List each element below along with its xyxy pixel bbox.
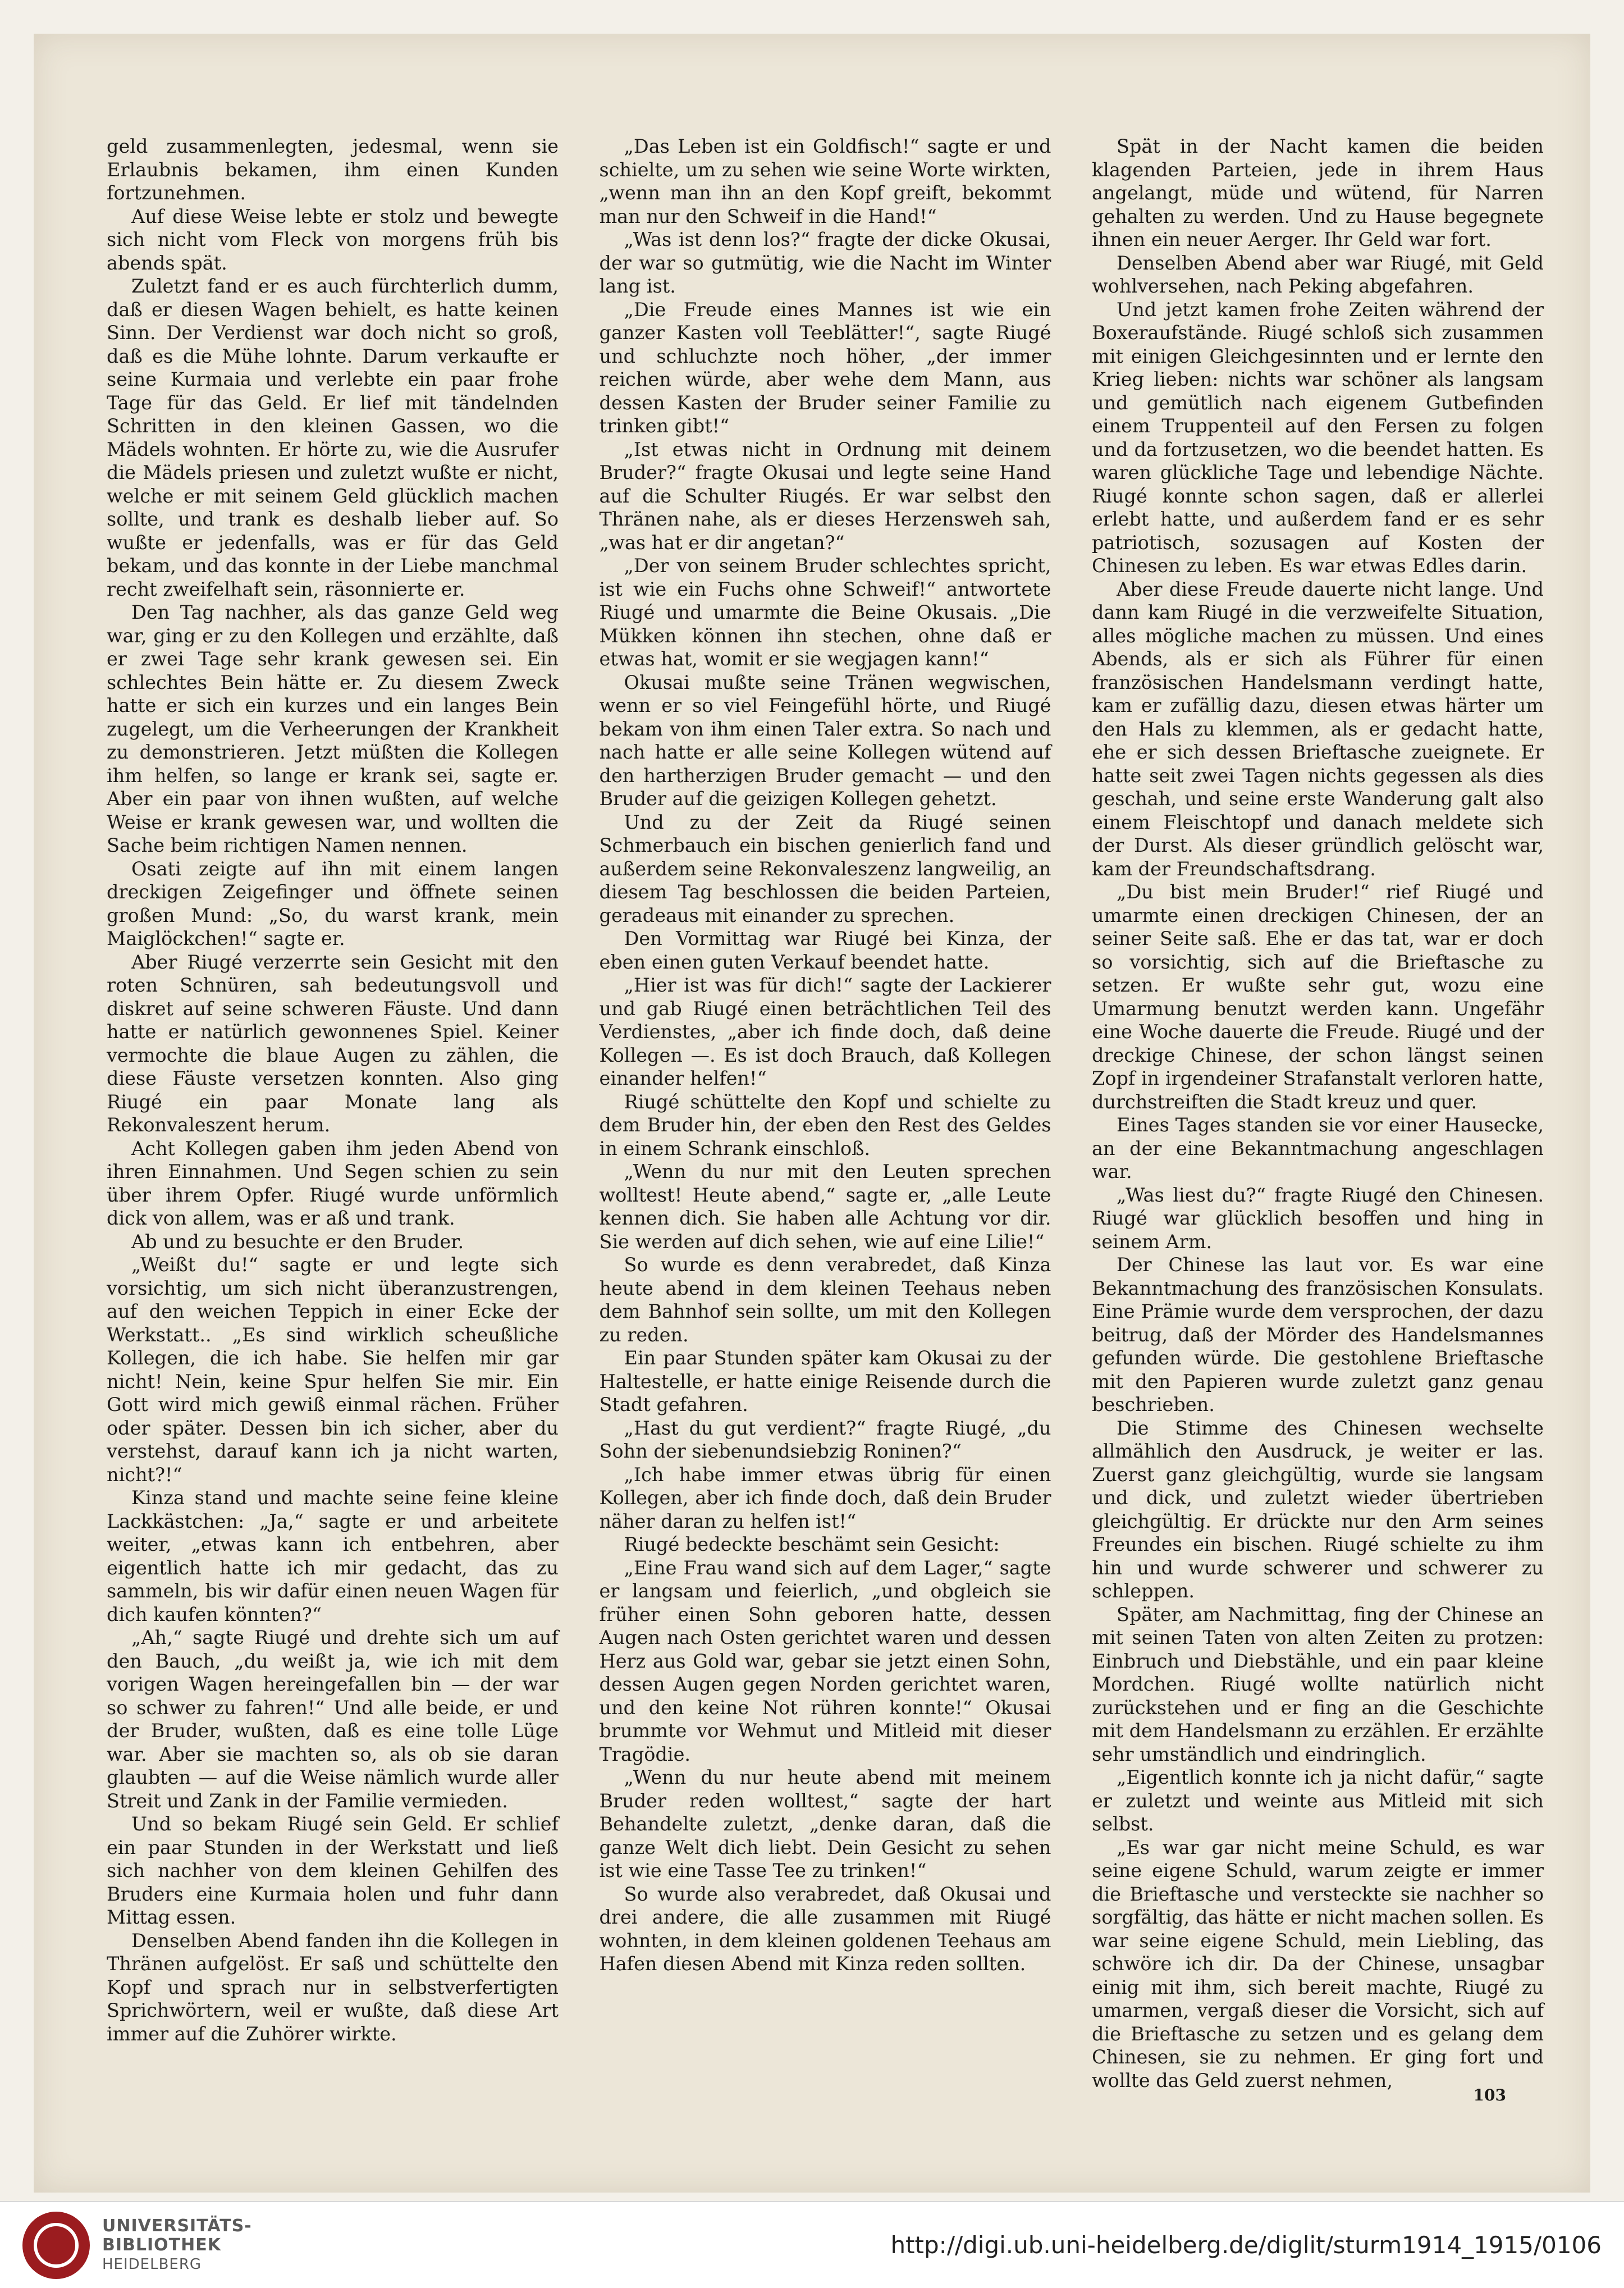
logo-line-3: HEIDELBERG [102,2255,202,2273]
paragraph: Den Tag nachher, als das ganze Geld weg war, ging er zu den Kollegen und erzählte, daß er zwei Tage sehr krank gewesen sei. Ein schlechtes Bein hätte er. Zu diesem Zweck hatte er sich ein kurzes und ein langes Bein zugelegt, um die Verheerungen der Krankheit zu demonstrieren. Jetzt müßten die Kollegen ihm helfen, so lange er krank sei, sagte er. Aber ein paar von ihnen wußten, auf welche Weise er krank gewesen war, und wollten die Sache beim richtigen Namen nennen. [107,601,559,856]
paragraph: „Eigentlich konnte ich ja nicht dafür,“ sagte er zuletzt und weinte aus Mitleid mit sich selbst. [1092,1766,1544,1835]
paragraph: „Ist etwas nicht in Ordnung mit deinem Bruder?“ fragte Okusai und legte seine Hand auf die Schulter Riugés. Er war selbst den Thränen nahe, als er dieses Herzensweh sah, „was hat er dir angetan?“ [599,438,1051,554]
paragraph: geld zusammenlegten, jedesmal, wenn sie Erlaubnis bekamen, ihm einen Kunden fortzunehmen. [107,135,559,204]
paragraph: Die Stimme des Chinesen wechselte allmählich den Ausdruck, je weiter er las. Zuerst ganz gleichgültig, wurde sie langsam und dick, und zuletzt wieder übertrieben gleichgültig. Er drückte nur den Arm seines Freundes ein bischen. Riugé schielte zu ihm hin und wurde schwerer und schwerer zu schleppen. [1092,1417,1544,1602]
page-number: 103 [1473,2086,1506,2104]
paragraph: Und zu der Zeit da Riugé seinen Schmerbauch ein bischen genierlich fand und außerdem seine Rekonvaleszenz langweilig, an diesem Tag beschlossen die beiden Parteien, geradeaus mit einander zu sprechen. [599,811,1051,926]
paragraph: Okusai mußte seine Tränen wegwischen, wenn er so viel Feingefühl hörte, und Riugé bekam von ihm einen Taler extra. So nach und nach hatte er alle seine Kollegen wütend auf den hartherzigen Bruder gemacht — und den Bruder auf die geizigen Kollegen gehetzt. [599,671,1051,810]
paragraph: „Hier ist was für dich!“ sagte der Lackierer und gab Riugé einen beträchtlichen Teil des Verdienstes, „aber ich finde doch, daß deine Kollegen —. Es ist doch Brauch, daß Kollegen einander helfen!“ [599,974,1051,1089]
paragraph: Osati zeigte auf ihn mit einem langen dreckigen Zeigefinger und öffnete seinen großen Mund: „So, du warst krank, mein Maiglöckchen!“ sagte er. [107,857,559,949]
paragraph: Kinza stand und machte seine feine kleine Lackkästchen: „Ja,“ sagte er und arbeitete weiter, „etwas kann ich entbehren, aber eigentlich hatte ich mir gedacht, das zu sammeln, bis wir dafür einen neuen Wagen für dich kaufen könnten?“ [107,1487,559,1625]
paragraph: Auf diese Weise lebte er stolz und bewegte sich nicht vom Fleck von morgens früh bis abends spät. [107,205,559,274]
logo-line-2: BIBLIOTHEK [102,2235,221,2255]
paragraph: Eines Tages standen sie vor einer Hausecke, an der eine Bekanntmachung angeschlagen war. [1092,1114,1544,1182]
column-2 [600,135,1051,2066]
paragraph: So wurde also verabredet, daß Okusai und drei andere, die alle zusammen mit Riugé wohnten, in dem kleinen goldenen Teehaus am Hafen diesen Abend mit Kinza reden sollten. [599,1883,1051,1975]
paragraph: Denselben Abend fanden ihn die Kollegen in Thränen aufgelöst. Er saß und schüttelte den Kopf und sprach nur in selbstverfertigten Sprichwörtern, weil er wußte, daß diese Art immer auf die Zuhörer wirkte. [107,1929,559,2045]
paragraph: Ein paar Stunden später kam Okusai zu der Haltestelle, er hatte einige Reisende durch die Stadt gefahren. [599,1347,1051,1415]
paragraph: „Die Freude eines Mannes ist wie ein ganzer Kasten voll Teeblätter!“, sagte Riugé und schluchzte noch höher, „der immer reichen würde, aber wehe dem Mann, aus dessen Kasten der Bruder seiner Familie zu trinken gibt!“ [599,298,1051,437]
paragraph: Und so bekam Riugé sein Geld. Er schlief ein paar Stunden in der Werkstatt und ließ sich nachher von dem kleinen Gehilfen des Bruders eine Kurmaia holen und fuhr dann Mittag essen. [107,1813,559,1928]
paragraph: Acht Kollegen gaben ihm jeden Abend von ihren Einnahmen. Und Segen schien zu sein über ihrem Opfer. Riugé wurde unförmlich dick von allem, was er aß und trank. [107,1137,559,1229]
paragraph: „Wenn du nur heute abend mit meinem Bruder reden wolltest,“ sagte der hart Behandelte zuletzt, „denke daran, daß die ganze Welt dich liebt. Dein Gesicht zu sehen ist wie eine Tasse Tee zu trinken!“ [599,1766,1051,1881]
paragraph: Denselben Abend aber war Riugé, mit Geld wohlversehen, nach Peking abgefahren. [1092,252,1544,297]
paragraph: Spät in der Nacht kamen die beiden klagenden Parteien, jede in ihrem Haus angelangt, müde und wütend, für Narren gehalten zu werden. Und zu Hause begegnete ihnen ein neuer Aerger. Ihr Geld war fort. [1092,135,1544,250]
paragraph: Aber Riugé verzerrte sein Gesicht mit den roten Schnüren, sah bedeutungsvoll und diskret auf seine schweren Fäuste. Und dann hatte er natürlich gewonnenes Spiel. Keiner vermochte die blaue Augen zu zählen, die diese Fäuste versetzen konnten. Also ging Riugé ein paar Monate lang als Rekonvaleszent herum. [107,951,559,1136]
paragraph: Der Chinese las laut vor. Es war eine Bekanntmachung des französischen Konsulats. Eine Prämie wurde dem versprochen, der dazu beitrug, daß der Mörder des Handelsmannes gefunden würde. Die gestohlene Brieftasche mit den Papieren wurde zuletzt ganz genau beschrieben. [1092,1254,1544,1415]
paragraph: Und jetzt kamen frohe Zeiten während der Boxeraufstände. Riugé schloß sich zusammen mit einigen Gleichgesinnten und er lernte den Krieg lieben: nichts war schöner als langsam und gemütlich nach eigenem Gutbefinden einem Truppenteil auf den Fersen zu folgen und da fortzusetzen, wo die beendet hatten. Es waren glückliche Tage und lebendige Nächte. Riugé konnte schon sagen, daß er allerlei erlebt hatte, und außerdem fand er es sehr patriotisch, sozusagen auf Kosten der Chinesen zu leben. Es war etwas Edles darin. [1092,298,1544,577]
paragraph: „Eine Frau wand sich auf dem Lager,“ sagte er langsam und feierlich, „und obgleich sie früher einen Sohn geboren hatte, dessen Augen nach Osten gerichtet waren und dessen Herz aus Gold war, gebar sie jetzt einen Sohn, dessen Augen gegen Norden gerichtet waren, und den keine Not rühren konnte!“ Okusai brummte vor Wehmut und Mitleid mit dieser Tragödie. [599,1556,1051,1765]
paragraph: „Weißt du!“ sagte er und legte sich vorsichtig, um sich nicht überanzustrengen, auf den weichen Teppich in einer Ecke der Werkstatt.. „Es sind wirklich scheußliche Kollegen, die ich habe. Sie helfen mir gar nicht! Nein, keine Spur helfen Sie mir. Ein Gott wird mich gewiß einmal rächen. Früher oder später. Dessen bin ich sicher, aber du verstehst, darauf kann ich ja nicht warten, nicht?!“ [107,1254,559,1486]
paragraph: „Hast du gut verdient?“ fragte Riugé, „du Sohn der siebenundsiebzig Roninen?“ [599,1417,1051,1462]
column-3 [1092,135,1544,2091]
paragraph: Zuletzt fand er es auch fürchterlich dumm, daß er diesen Wagen behielt, es hatte keinen Sinn. Der Verdienst war doch nicht so groß, daß es die Mühe lohnte. Darum verkaufte er seine Kurmaia und verlebte ein paar frohe Tage für das Geld. Er lief mit tändelnden Schritten in den kleinen Gassen, wo die Mädels wohnten. Er hörte zu, wie die Ausrufer die Mädels priesen und zuletzt wußte er nicht, welche er mit seinem Geld glücklich machen sollte, und trank es deshalb lieber auf. So wußte er jedenfalls, was er für das Geld bekam, und das konnte in der Liebe manchmal recht zweifelhaft sein, räsonnierte er. [107,275,559,600]
footer-bar [0,2201,1624,2288]
paragraph: Aber diese Freude dauerte nicht lange. Und dann kam Riugé in die verzweifelte Situation, alles mögliche machen zu müssen. Und eines Abends, als er sich als Führer für einen französischen Handelsmann verdingt hatte, kam er zufällig dazu, diesen etwas härter um den Hals zu klemmen, als er gedacht hatte, ehe er sich dessen Brieftasche zueignete. Er hatte seit zwei Tagen nichts gegessen als dies geschah, und seine erste Wanderung galt also einem Fleischtopf und danach meldete sich der Durst. Als dieser gründlich gelöscht war, kam der Freundschaftsdrang. [1092,578,1544,880]
scanned-page [34,34,1590,2193]
paragraph: Den Vormittag war Riugé bei Kinza, der eben einen guten Verkauf beendet hatte. [599,928,1051,973]
logo-line-1: UNIVERSITÄTS- [102,2216,252,2236]
library-logo[interactable] [22,2212,252,2279]
source-url-link[interactable]: http://digi.ub.uni-heidelberg.de/diglit/sturm1914_1915/0106 [890,2231,1602,2259]
text-columns [107,135,1544,2091]
paragraph: Riugé schüttelte den Kopf und schielte zu dem Bruder hin, der eben den Rest des Geldes in einem Schrank einschloß. [599,1090,1051,1159]
column-1 [107,135,559,2066]
paragraph: Riugé bedeckte beschämt sein Gesicht: [624,1533,1000,1555]
paragraph: „Ich habe immer etwas übrig für einen Kollegen, aber ich finde doch, daß dein Bruder näher daran zu helfen ist!“ [599,1463,1051,1532]
university-seal-icon [22,2212,90,2279]
paragraph: „Der von seinem Bruder schlechtes spricht, ist wie ein Fuchs ohne Schweif!“ antwortete Riugé und umarmte die Beine Okusais. „Die Mükken können ihn stechen, ohne daß er etwas hat, womit er sie wegjagen kann!“ [599,555,1051,670]
logo-text [102,2217,252,2274]
paragraph: Ab und zu besuchte er den Bruder. [131,1230,464,1253]
paragraph: „Wenn du nur mit den Leuten sprechen wolltest! Heute abend,“ sagte er, „alle Leute kennen dich. Sie haben alle Achtung vor dir. Sie werden auf dich sehen, wie auf eine Lilie!“ [599,1161,1051,1253]
paragraph: „Es war gar nicht meine Schuld, es war seine eigene Schuld, warum zeigte er immer die Brieftasche und versteckte sie nachher so sorgfältig, das hätte er nicht machen sollen. Es war seine eigene Schuld, mein Liebling, das schwöre ich dir. Da der Chinese, unsagbar einig mit ihm, sich bereit machte, Riugé zu umarmen, vergaß dieser die Vorsicht, sich auf die Brieftasche zu setzen und es gelang dem Chinesen, sie zu nehmen. Er ging fort und wollte das Geld zuerst nehmen, [1092,1836,1544,2091]
paragraph: „Du bist mein Bruder!“ rief Riugé und umarmte einen dreckigen Chinesen, der an seiner Seite saß. Ehe er das tat, war er doch so vorsichtig, sich auf die Brieftasche zu setzen. Er wußte sehr gut, wozu eine Umarmung benutzt werden kann. Ungefähr eine Woche dauerte die Freude. Riugé und der dreckige Chinese, der schon längst seinen Zopf in irgendeiner Strafanstalt verloren hatte, durchstreiften die Stadt kreuz und quer. [1092,881,1544,1113]
paragraph: „Das Leben ist ein Goldfisch!“ sagte er und schielte, um zu sehen wie seine Worte wirkten, „wenn man ihn an den Kopf greift, bekommt man nur den Schweif in die Hand!“ [599,135,1051,227]
paragraph: „Was liest du?“ fragte Riugé den Chinesen. Riugé war glücklich besoffen und hing in seinem Arm. [1092,1184,1544,1253]
paragraph: „Ah,“ sagte Riugé und drehte sich um auf den Bauch, „du weißt ja, wie ich mit dem vorigen Wagen hereingefallen bin — der war so schwer zu fahren!“ Und alle beide, er und der Bruder, wußten, daß es eine tolle Lüge war. Aber sie machten so, als ob sie daran glaubten — auf die Weise nämlich wurde aller Streit und Zank in der Familie vermieden. [107,1627,559,1812]
paragraph: „Was ist denn los?“ fragte der dicke Okusai, der war so gutmütig, wie die Nacht im Winter lang ist. [599,229,1051,297]
paragraph: So wurde es denn verabredet, daß Kinza heute abend in dem kleinen Teehaus neben dem Bahnhof sein sollte, um mit den Kollegen zu reden. [599,1254,1051,1346]
paragraph: Später, am Nachmittag, fing der Chinese an mit seinen Taten von alten Zeiten zu protzen: Einbruch und Diebstähle, und ein paar kleine Mordchen. Riugé wollte natürlich nicht zurückstehen und er fing an die Geschichte mit dem Handelsmann zu erzählen. Er erzählte sehr umständlich und eindringlich. [1092,1603,1544,1765]
